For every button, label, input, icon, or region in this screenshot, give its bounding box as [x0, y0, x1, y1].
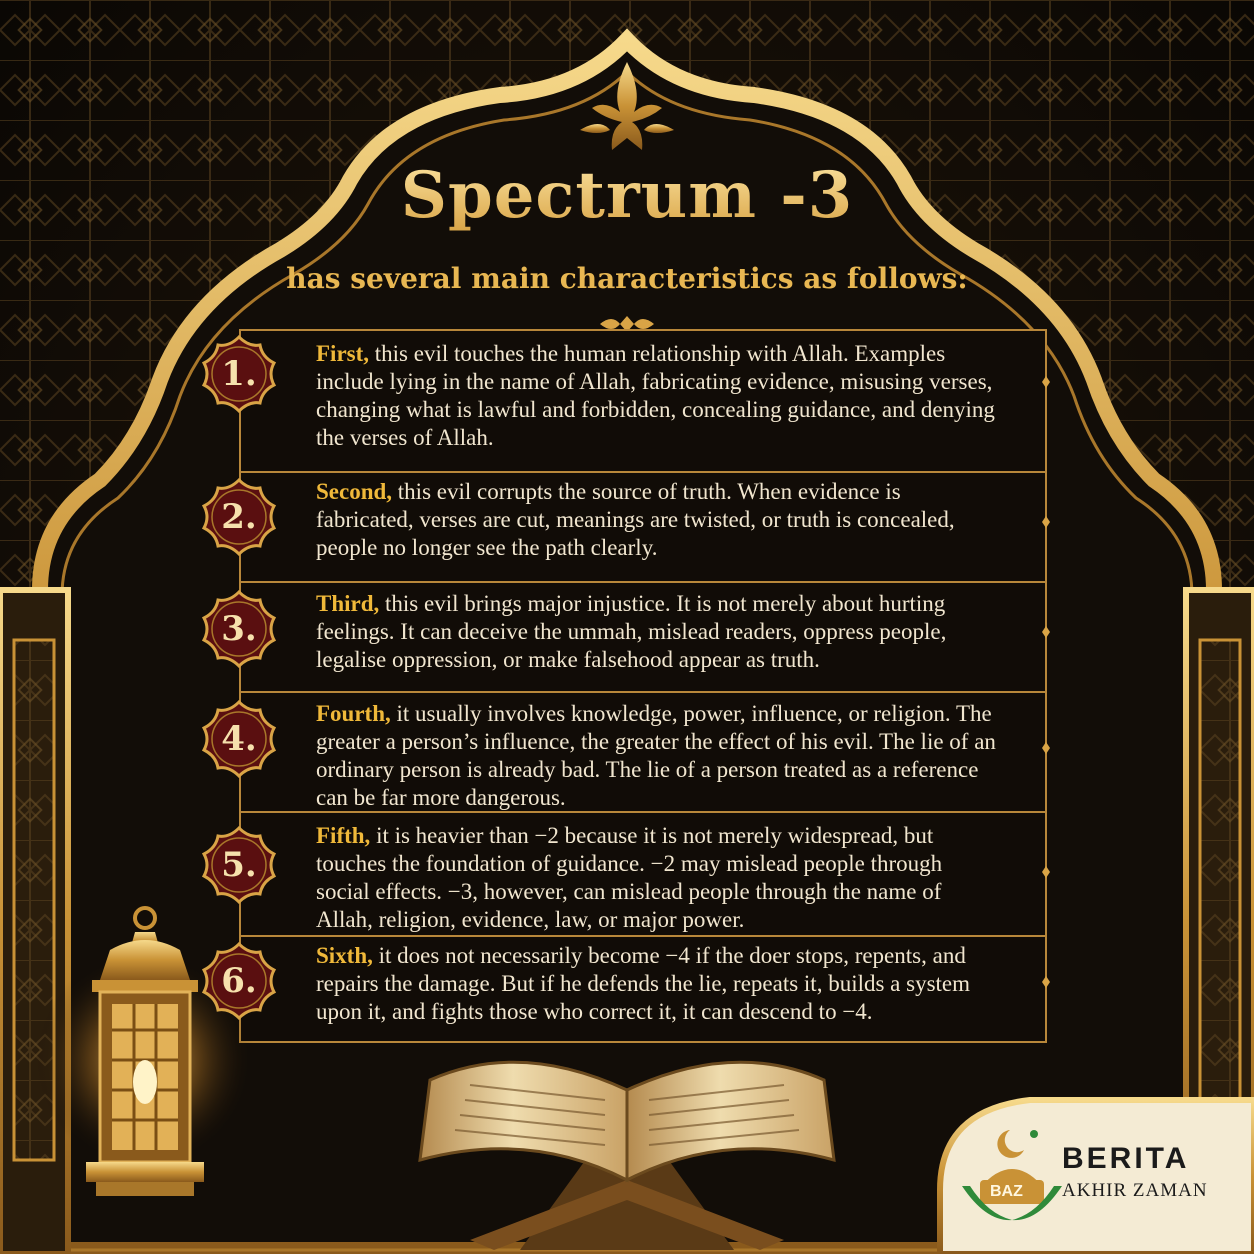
- item-body: this evil corrupts the source of truth. When evidence is fabricated, verses are cut, meanings are twisted, or truth is concealed, people no longer see the path clearly.: [316, 479, 955, 560]
- item-text: [316, 700, 996, 812]
- page-subtitle: has several main characteristics as follows:: [286, 262, 968, 295]
- item-lead: First,: [316, 341, 370, 366]
- number-badge: [200, 590, 278, 668]
- item-text: [316, 822, 996, 934]
- item-text: [316, 340, 996, 452]
- item-body: it is heavier than −2 because it is not merely widespread, but touches the foundation of guidance. −2 may mislead people through social effects. −3, however, can mislead people through the name of Allah, religion, evidence, law, or major power.: [316, 823, 943, 932]
- item-lead: Fourth,: [316, 701, 391, 726]
- item-number: 4.: [221, 719, 257, 759]
- number-badge: [200, 826, 278, 904]
- item-lead: Sixth,: [316, 943, 373, 968]
- item-lead: Fifth,: [316, 823, 371, 848]
- brand-logo-card: [940, 1100, 1254, 1254]
- item-body: it usually involves knowledge, power, influence, or religion. The greater a person’s influence, the greater the effect of his evil. The lie of an ordinary person is already bad. The lie of a person treated as a reference can be far more dangerous.: [316, 701, 996, 810]
- item-number: 3.: [221, 609, 257, 649]
- number-badge: [200, 942, 278, 1020]
- page-title: Spectrum -3: [0, 158, 1254, 233]
- item-number: 1.: [221, 354, 257, 394]
- item-body: this evil brings major injustice. It is not merely about hurting feelings. It can deceive the ummah, mislead readers, oppress people, legalise oppression, or make falsehood appear as truth.: [316, 591, 947, 672]
- item-text: [316, 590, 996, 674]
- item-text: [316, 478, 996, 562]
- brand-name: BERITA: [1062, 1142, 1190, 1175]
- brand-tagline: AKHIR ZAMAN: [1062, 1180, 1208, 1201]
- number-badge: [200, 478, 278, 556]
- brand-badge: BAZ: [990, 1183, 1023, 1200]
- item-number: 6.: [221, 961, 257, 1001]
- number-badge: [200, 700, 278, 778]
- item-lead: Second,: [316, 479, 393, 504]
- item-text: [316, 942, 996, 1026]
- item-number: 5.: [221, 845, 257, 885]
- item-number: 2.: [221, 497, 257, 537]
- item-lead: Third,: [316, 591, 380, 616]
- left-pillar: [0, 590, 68, 1254]
- item-body: it does not necessarily become −4 if the doer stops, repents, and repairs the damage. But if he defends the lie, repeats it, builds a system upon it, and fights those who correct it, it can descend to −4.: [316, 943, 971, 1024]
- number-badge: [200, 335, 278, 413]
- item-body: this evil touches the human relationship with Allah. Examples include lying in the name of Allah, fabricating evidence, misusing verses, changing what is lawful and forbidden, concealing guidance, and denying the verses of Allah.: [316, 341, 995, 450]
